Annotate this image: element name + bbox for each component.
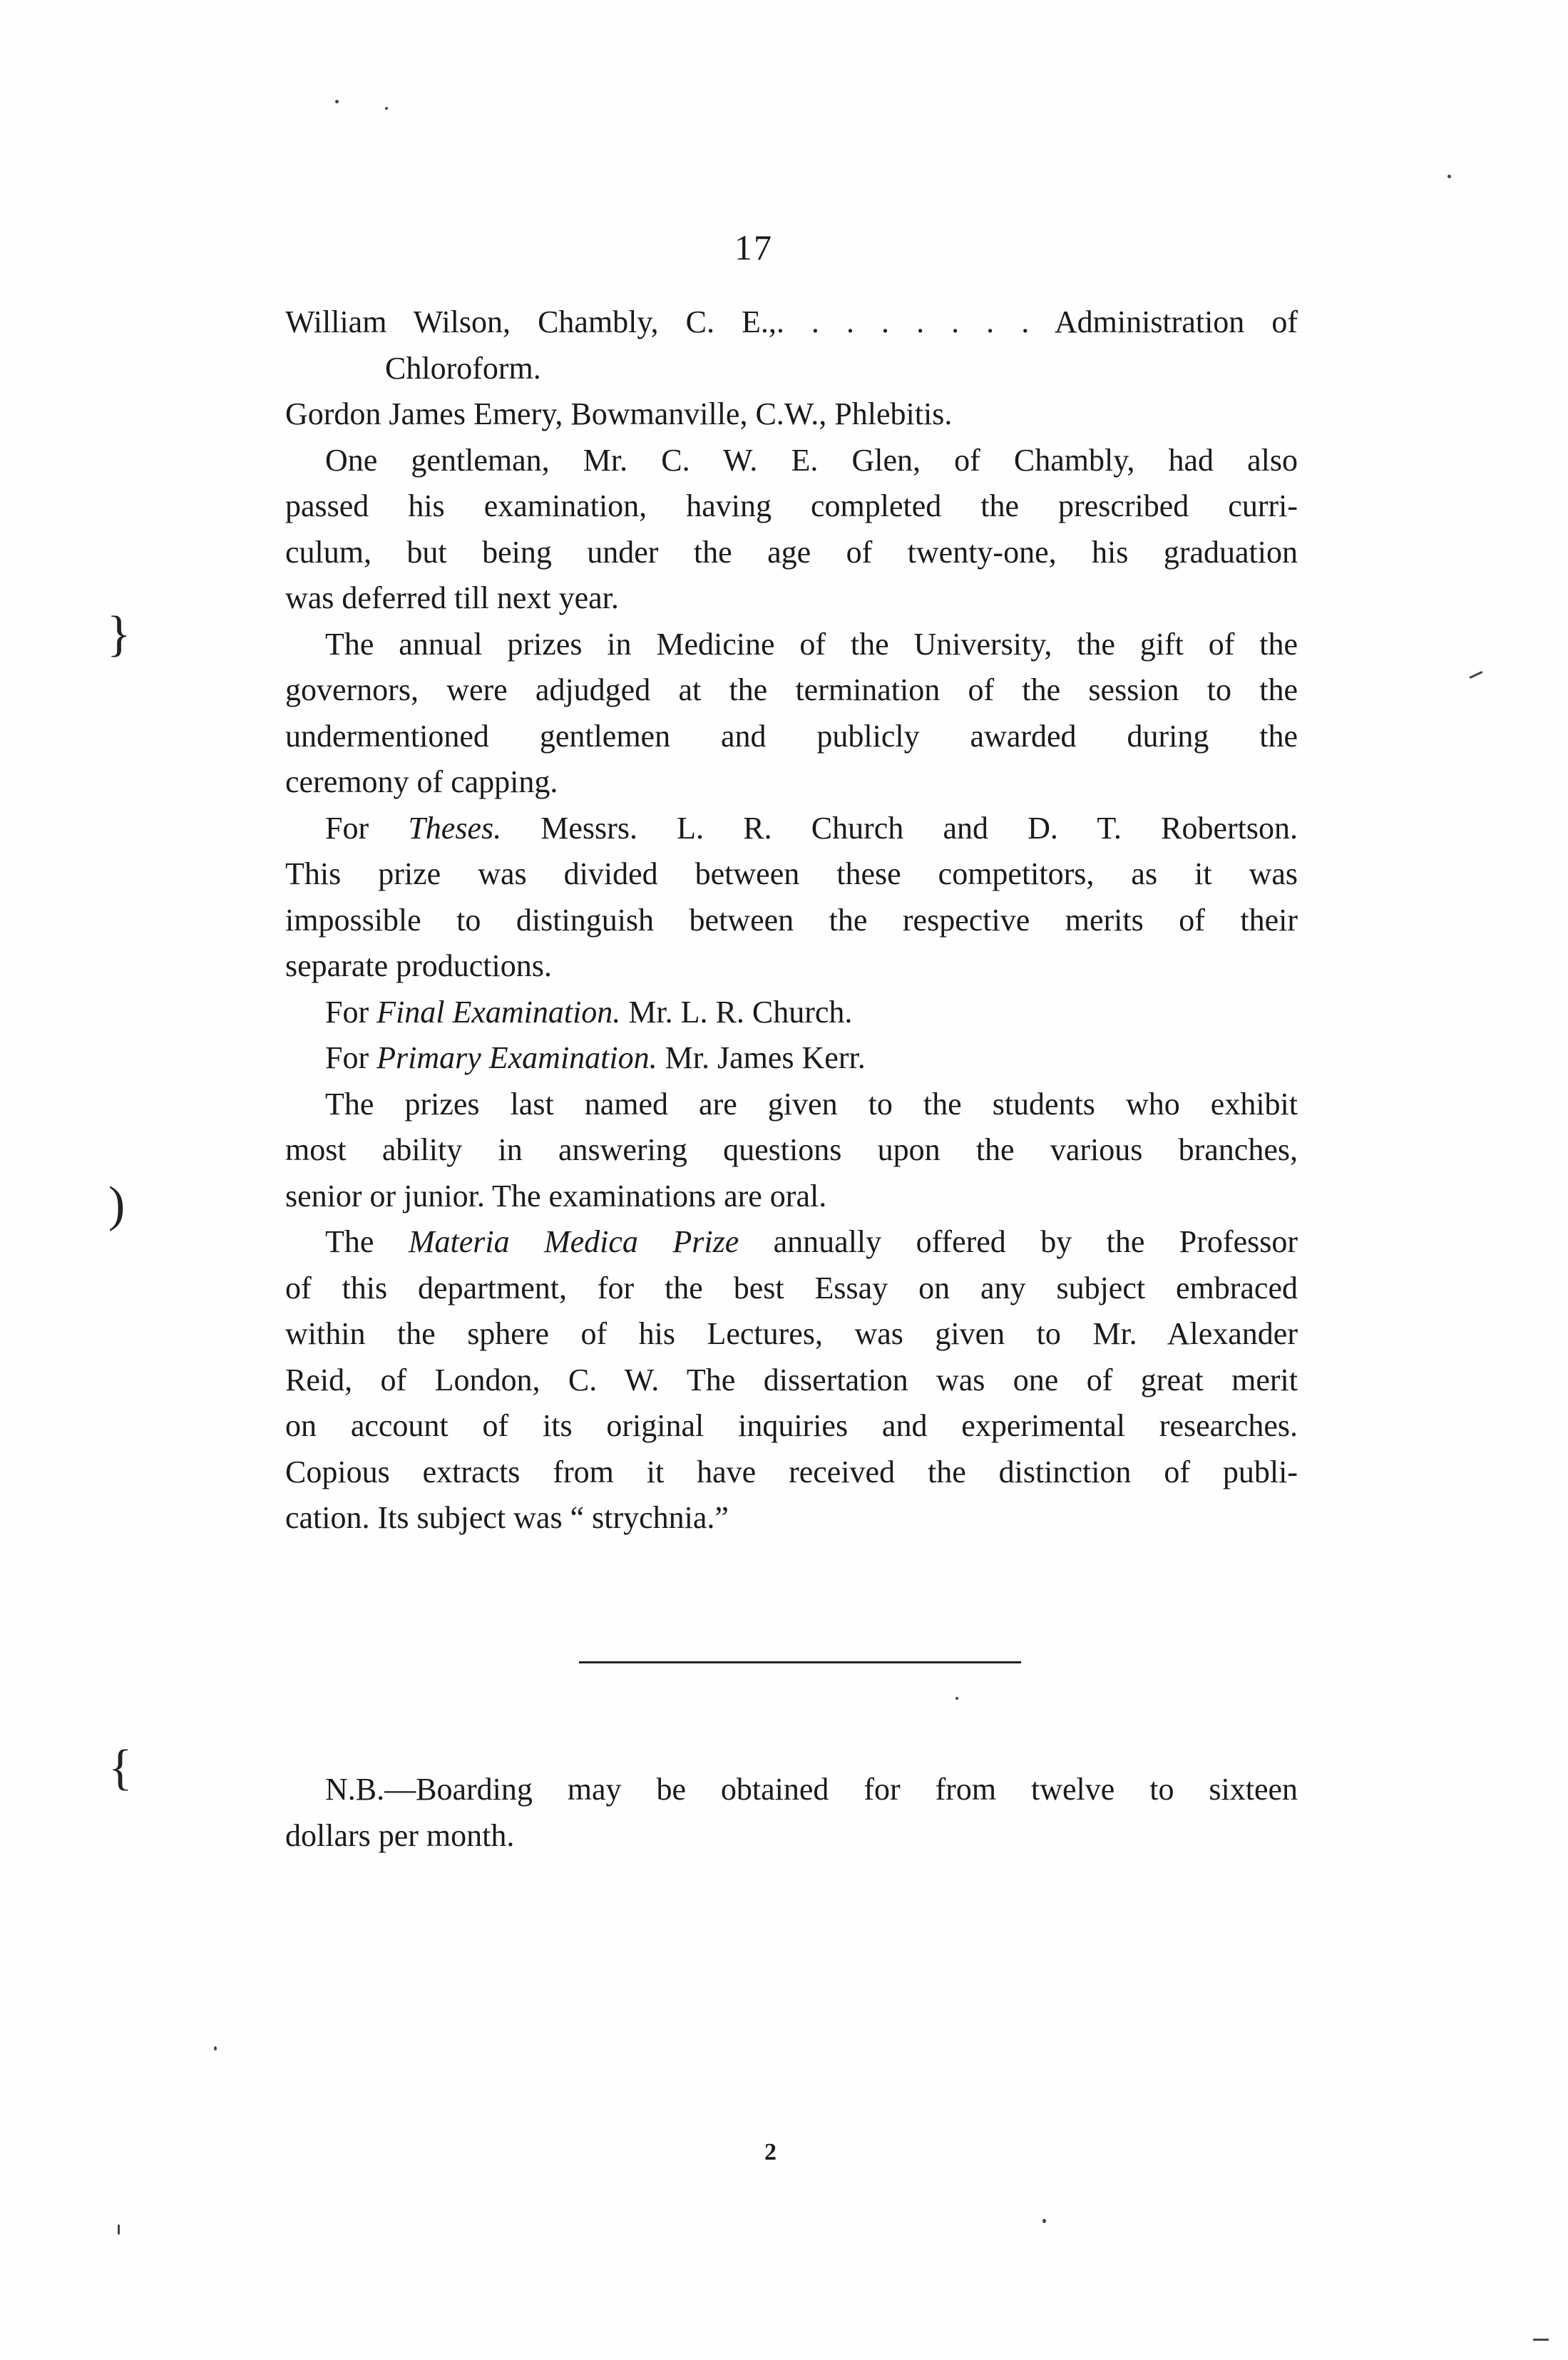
- nb-note: [285, 1767, 1298, 1859]
- text-line: cation. Its subject was “ strychnia.”: [285, 1500, 729, 1535]
- primary-rest: Mr. James Kerr.: [657, 1040, 866, 1075]
- text-line: culum, but being under the age of twenty-one, his graduation: [285, 534, 1298, 570]
- text-line: Copious extracts from it have received the distinction of publi-: [285, 1454, 1298, 1489]
- text-line: Gordon James Emery, Bowmanville, C.W., Phlebitis.: [285, 396, 953, 431]
- materia-italic: Materia Medica Prize: [408, 1224, 739, 1259]
- text-line: senior or junior. The examinations are oral.: [285, 1178, 827, 1214]
- scan-speck: [1042, 2219, 1046, 2223]
- materia-rest: annually offered by the Professor: [739, 1224, 1298, 1259]
- text-line: The prizes last named are given to the students who exhibit: [325, 1086, 1298, 1122]
- theses-prize-line: [285, 806, 1298, 852]
- scan-speck: [1447, 175, 1451, 178]
- text-line: on account of its original inquiries and experimental researches.: [285, 1408, 1298, 1443]
- text-line: was deferred till next year.: [285, 580, 619, 615]
- section-divider-rule: [579, 1661, 1021, 1663]
- nb-line: N.B.—Boarding may be obtained for from twelve to sixteen: [325, 1772, 1298, 1807]
- materia-prefix: The: [325, 1224, 409, 1259]
- nb-line: dollars per month.: [285, 1817, 515, 1853]
- signature-mark: 2: [764, 2139, 777, 2165]
- theses-italic: Theses.: [408, 810, 502, 846]
- final-italic: Final Examination.: [376, 994, 621, 1030]
- text-line: within the sphere of his Lectures, was given to Mr. Alexander: [285, 1316, 1298, 1351]
- primary-italic: Primary Examination.: [376, 1040, 657, 1075]
- text-line: Chloroform.: [385, 350, 541, 386]
- final-rest: Mr. L. R. Church.: [620, 994, 853, 1030]
- scan-speck: [1469, 671, 1482, 679]
- theses-rest: Messrs. L. R. Church and D. T. Robertson.: [501, 810, 1298, 846]
- text-line: William Wilson, Chambly, C. E.,. . . . . . . . Administration of: [285, 304, 1298, 339]
- margin-brace-mark: {: [108, 1740, 133, 1795]
- primary-prize-line: [285, 1035, 1298, 1082]
- body-text: [285, 299, 1298, 1541]
- text-line: separate productions.: [285, 948, 552, 983]
- text-line: impossible to distinguish between the respective merits of their: [285, 902, 1298, 938]
- final-prize-line: [285, 990, 1298, 1036]
- text-line: undermentioned gentlemen and publicly awarded during the: [285, 718, 1298, 754]
- text-line: ceremony of capping.: [285, 764, 558, 799]
- text-line: most ability in answering questions upon the various branches,: [285, 1132, 1298, 1167]
- text-line: This prize was divided between these competitors, as it was: [285, 856, 1298, 891]
- margin-bracket-mark: }: [107, 607, 131, 662]
- page-number: 17: [734, 227, 773, 267]
- text-line: One gentleman, Mr. C. W. E. Glen, of Chambly, had also: [325, 442, 1298, 478]
- scan-speck: [214, 2046, 217, 2051]
- final-prefix: For: [325, 994, 377, 1030]
- materia-medica-line: [285, 1219, 1298, 1266]
- scan-speck: [335, 100, 339, 103]
- text-line: governors, were adjudged at the termination of the session to the: [285, 672, 1298, 707]
- text-line: of this department, for the best Essay on any subject embraced: [285, 1270, 1298, 1305]
- margin-paren-mark: ): [108, 1177, 125, 1232]
- text-line: Reid, of London, C. W. The dissertation was one of great merit: [285, 1362, 1298, 1397]
- text-line: The annual prizes in Medicine of the University, the gift of the: [325, 626, 1298, 662]
- scan-speck: [118, 2225, 120, 2235]
- primary-prefix: For: [325, 1040, 377, 1075]
- text-line: passed his examination, having completed the prescribed curri-: [285, 488, 1298, 523]
- theses-prefix: For: [325, 810, 409, 846]
- scan-speck: [385, 107, 388, 110]
- scan-speck: [1533, 2339, 1549, 2341]
- scan-speck: [955, 1697, 958, 1700]
